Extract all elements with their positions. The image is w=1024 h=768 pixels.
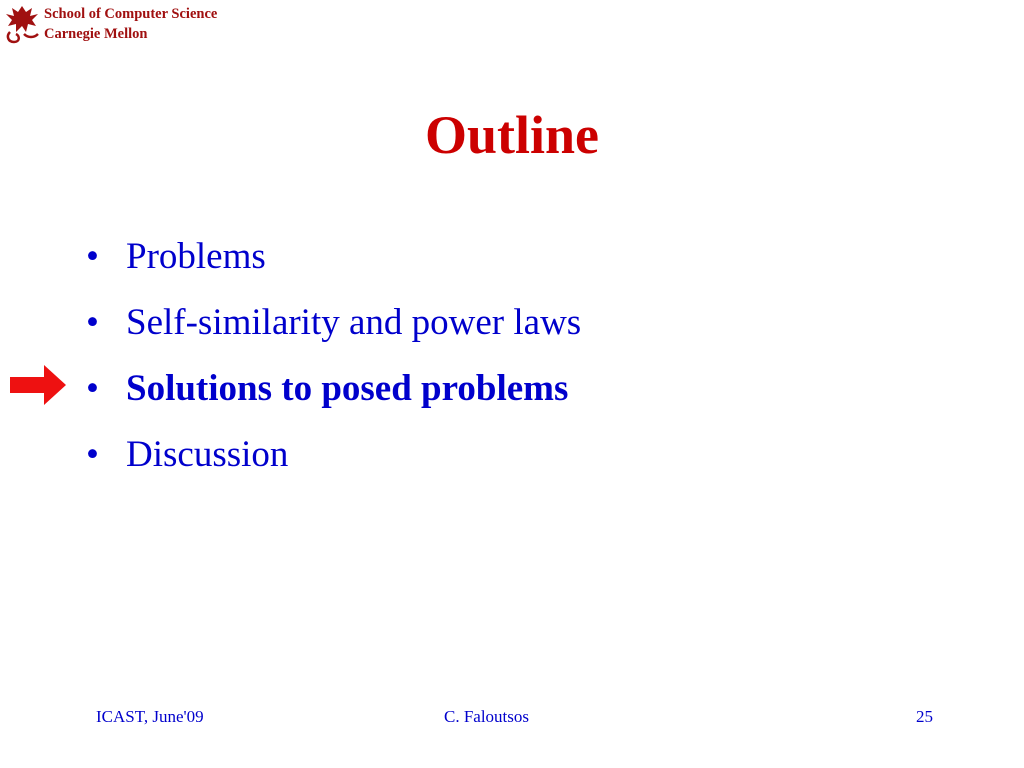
bullet-label: Solutions to posed problems: [126, 368, 569, 409]
header-text: [44, 4, 217, 44]
bullet-glyph: •: [86, 236, 99, 277]
right-arrow-icon: [8, 363, 68, 407]
bullet-list: [86, 224, 581, 488]
slide-header: [2, 2, 217, 46]
bullet-label: Problems: [126, 236, 266, 277]
bullet-glyph: •: [86, 302, 99, 343]
bullet-item: [86, 224, 581, 290]
bullet-item-current: [86, 356, 581, 422]
bullet-glyph: •: [86, 434, 99, 475]
bullet-label: Self-similarity and power laws: [126, 302, 582, 343]
footer-author: C. Faloutsos: [444, 707, 530, 726]
bullet-item: [86, 422, 581, 488]
bullet-item: [86, 290, 581, 356]
dragon-logo-icon: [2, 2, 42, 46]
bullet-glyph: •: [86, 368, 99, 409]
header-school: School of Computer Science: [44, 6, 218, 22]
bullet-label: Discussion: [126, 434, 289, 475]
footer-event: ICAST, June'09: [96, 707, 204, 726]
slide-title: Outline: [424, 105, 600, 165]
header-university: Carnegie Mellon: [44, 26, 148, 42]
footer-page-number: 25: [916, 707, 933, 726]
